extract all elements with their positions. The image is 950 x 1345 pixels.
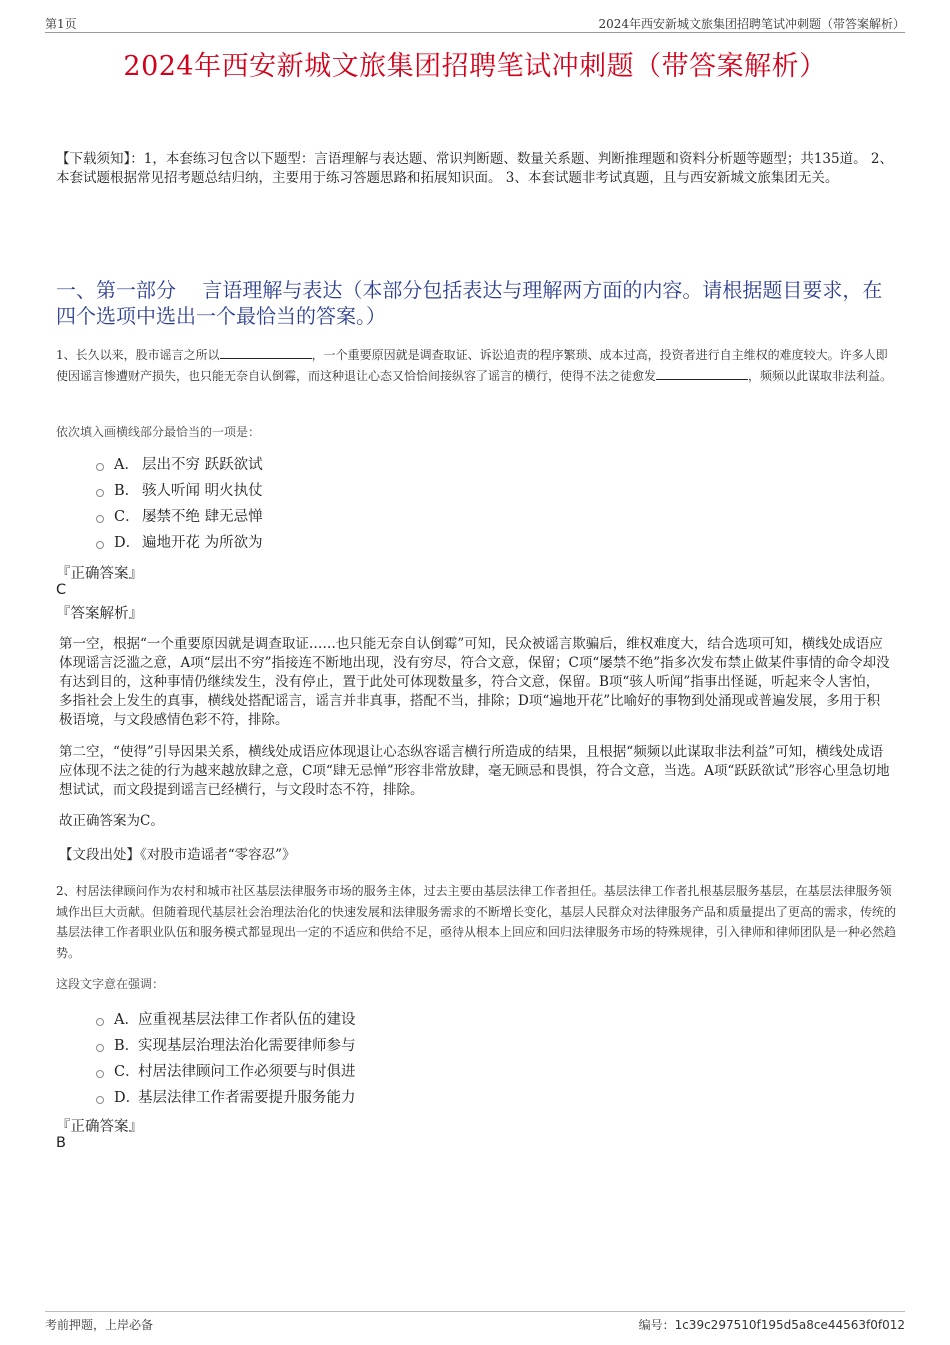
option-a[interactable] xyxy=(96,1007,356,1033)
radio-icon[interactable] xyxy=(96,515,104,523)
option-letter: A． xyxy=(114,1012,139,1028)
option-c[interactable] xyxy=(96,1059,356,1085)
option-letter: D． xyxy=(114,535,141,551)
option-b[interactable] xyxy=(96,1033,356,1059)
question-1-text-part2: ，一个重要原因就是调查取证、诉讼追责的程序繁琐、成本过高，投资者进行自主维权的难度较大。许多人即使因谣言惨遭财产损失，也只能无奈自认倒霉，而这种退让心态又恰恰间接纵容了谣言的横行，使得不法之徒愈发 xyxy=(56,348,888,383)
radio-icon[interactable] xyxy=(96,1070,104,1078)
question-2-options xyxy=(96,1007,356,1111)
option-letter: D． xyxy=(114,1090,141,1106)
question-1-options xyxy=(96,452,263,556)
option-d[interactable] xyxy=(96,1085,356,1111)
correct-answer: C xyxy=(56,582,67,598)
footer-code xyxy=(639,1316,905,1333)
analysis-paragraph-1: 第一空，根据“一个重要原因就是调查取证……也只能无奈自认倒霉”可知，民众被谣言欺骗后，维权难度大，结合选项可知，横线处成语应体现谣言泛滥之意，A项“层出不穷”指接连不断地出现，没有穷尽，符合文意，保留；C项“屡禁不绝”指多次发布禁止做某件事情的命令却没有达到目的，这种事情仍继续发生，没有停止，置于此处可体现数量多，符合文意，保留。B项“骇人听闻”指事出怪诞，听起来令人害怕，多指社会上发生的真事，横线处搭配谣言，谣言并非真事，搭配不当，排除；D项“遍地开花”比喻好的事物到处涌现或普遍发展，多用于积极语境，与文段感情色彩不符，排除。 xyxy=(59,636,890,728)
option-text: 骇人听闻 明火执仗 xyxy=(142,483,263,499)
option-letter: B． xyxy=(114,483,140,499)
correct-answer-label: 『正确答案』 xyxy=(56,1119,143,1135)
option-letter: C． xyxy=(114,1064,140,1080)
download-notice: 【下载须知】：1，本套练习包含以下题型：言语理解与表达题、常识判断题、数量关系题、判断推理题和资料分析题等题型；共135道。 2、本套试题根据常见招考题总结归纳，主要用于练习答题思路和拓展知识面。 3、本套试题非考试真题，且与西安新城文旅集团无关。 xyxy=(56,151,893,186)
question-1-text-part3: ，频频以此谋取非法利益。 xyxy=(748,368,893,383)
question-1-prompt: 依次填入画横线部分最恰当的一项是： xyxy=(56,425,261,439)
option-text: 层出不穷 跃跃欲试 xyxy=(142,457,263,473)
fill-blank-1 xyxy=(220,346,312,359)
option-a[interactable] xyxy=(96,452,263,478)
option-letter: B． xyxy=(114,1038,140,1054)
option-d[interactable] xyxy=(96,530,263,556)
analysis-conclusion: 故正确答案为C。 xyxy=(59,813,164,829)
option-text: 基层法律工作者需要提升服务能力 xyxy=(138,1090,356,1106)
option-letter: C． xyxy=(114,509,140,525)
radio-icon[interactable] xyxy=(96,1018,104,1026)
option-text: 村居法律顾问工作必须要与时俱进 xyxy=(138,1064,356,1080)
option-text: 实现基层治理法治化需要律师参与 xyxy=(138,1038,356,1054)
analysis-label: 『答案解析』 xyxy=(56,606,143,622)
correct-answer-label: 『正确答案』 xyxy=(56,566,143,582)
correct-answer: B xyxy=(56,1135,66,1151)
text-source: 【文段出处】《对股市造谣者“零容忍”》 xyxy=(59,847,296,863)
page-number: 第1页 xyxy=(45,17,77,31)
option-text: 屡禁不绝 肆无忌惮 xyxy=(142,509,263,525)
question-2-stem: 2、村居法律顾问作为农村和城市社区基层法律服务市场的服务主体，过去主要由基层法律工作者担任。基层法律工作者扎根基层服务基层，在基层法律服务领域作出巨大贡献。但随着现代基层社会治理法治化的快速发展和法律服务需求的不断增长变化，基层人民群众对法律服务产品和质量提出了更高的需求，传统的基层法律工作者职业队伍和服务模式都显现出一定的不适应和供给不足，亟待从根本上回应和回归法律服务市场的特殊规律，引入律师和律师团队是一种必然趋势。 xyxy=(56,884,897,960)
header-doc-title: 2024年西安新城文旅集团招聘笔试冲刺题（带答案解析） xyxy=(598,17,905,31)
radio-icon[interactable] xyxy=(96,1096,104,1104)
option-c[interactable] xyxy=(96,504,263,530)
option-text: 应重视基层法律工作者队伍的建设 xyxy=(138,1012,356,1028)
option-b[interactable] xyxy=(96,478,263,504)
question-1-stem xyxy=(56,345,896,386)
footer-code-label: 编号： xyxy=(638,1318,675,1332)
fill-blank-2 xyxy=(656,367,748,380)
page-footer xyxy=(45,1311,905,1334)
radio-icon[interactable] xyxy=(96,489,104,497)
question-1-text-part1: 1、长久以来，股市谣言之所以 xyxy=(56,348,220,362)
document-title: 2024年西安新城文旅集团招聘笔试冲刺题（带答案解析） xyxy=(123,51,827,82)
question-2-prompt: 这段文字意在强调： xyxy=(56,977,165,991)
option-text: 遍地开花 为所欲为 xyxy=(142,535,263,551)
radio-icon[interactable] xyxy=(96,1044,104,1052)
page-header xyxy=(45,14,905,33)
footer-code-value: 1c39c297510f195d5a8ce44563f0f012 xyxy=(674,1318,905,1332)
radio-icon[interactable] xyxy=(96,541,104,549)
radio-icon[interactable] xyxy=(96,463,104,471)
footer-slogan: 考前押题，上岸必备 xyxy=(45,1318,154,1332)
option-letter: A． xyxy=(114,457,139,473)
analysis-paragraph-2: 第二空，“使得”引导因果关系，横线处成语应体现退让心态纵容谣言横行所造成的结果，且根据“频频以此谋取非法利益”可知，横线处成语应体现不法之徒的行为越来越放肆之意，C项“肆无忌惮”形容非常放肆，毫无顾忌和畏惧，符合文意，当选。A项“跃跃欲试”形容心里急切地想试试，而文段提到谣言已经横行，与文段时态不符，排除。 xyxy=(59,744,890,798)
section-heading: 一、第一部分 言语理解与表达（本部分包括表达与理解两方面的内容。请根据题目要求，在四个选项中选出一个最恰当的答案。） xyxy=(56,278,883,328)
